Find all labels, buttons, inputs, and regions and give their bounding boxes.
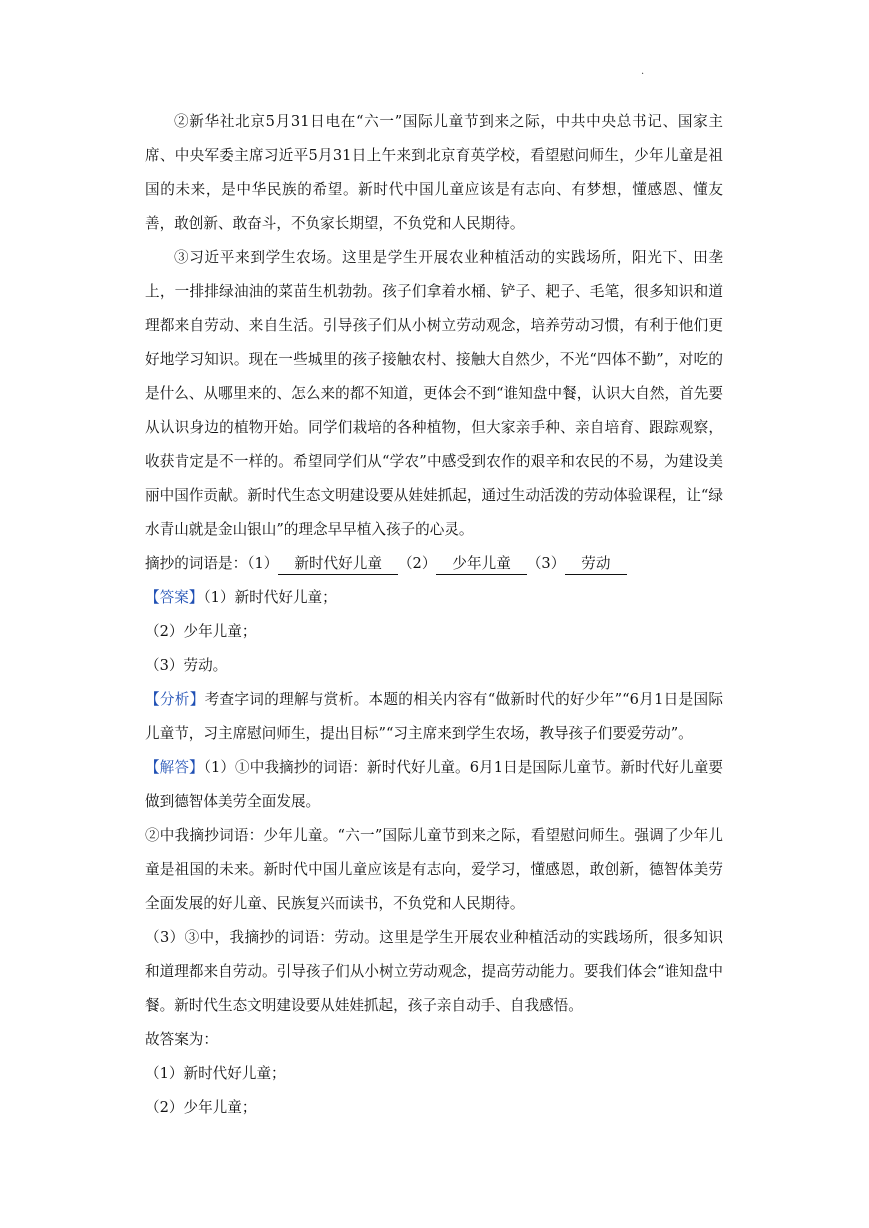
- answer-line-3: （3）劳动。: [145, 657, 228, 674]
- page-mark: .: [641, 66, 645, 77]
- excerpt-number-1: （1）: [247, 555, 279, 572]
- solution-tag: 【解答】: [145, 759, 204, 776]
- excerpt-line: [145, 547, 723, 581]
- solution-text-1: （1）①中我摘抄的词语：新时代好儿童。6月1日是国际儿童节。新时代好儿童要做到德智体美劳全面发展。: [145, 759, 723, 810]
- analysis-paragraph: [145, 683, 723, 751]
- answer-line-1: [145, 581, 723, 615]
- conclusion-item-1: （1）新时代好儿童；: [145, 1065, 286, 1082]
- excerpt-number-2: （2）: [397, 555, 437, 572]
- solution-paragraph-2: ②中我摘抄词语：少年儿童。“六一”国际儿童节到来之际，看望慰问师生。强调了少年儿童是祖国的未来。新时代中国儿童应该是有志向，爱学习，懂感恩，敢创新，德智体美劳全面发展的好儿童、民族复兴而读书，不负党和人民期待。: [145, 827, 723, 912]
- passage-paragraph-2: ②新华社北京5月31日电在“六一”国际儿童节到来之际，中共中央总书记、国家主席、中央军委主席习近平5月31日上午来到北京育英学校，看望慰问师生，少年儿童是祖国的未来，是中华民族的希望。新时代中国儿童应该是有志向、有梦想，懂感恩、懂友善，敢创新、敢奋斗，不负家长期望，不负党和人民期待。: [145, 113, 723, 232]
- solution-paragraph-3: （3）③中，我摘抄的词语：劳动。这里是学生开展农业种植活动的实践场所，很多知识和道理都来自劳动。引导孩子们从小树立劳动观念，提高劳动能力。要我们体会“谁知盘中餐。新时代生态文明建设要从娃娃抓起，孩子亲自动手、自我感悟。: [145, 929, 723, 1014]
- excerpt-answer-3: 劳动: [565, 554, 626, 575]
- excerpt-number-3: （3）: [526, 555, 566, 572]
- answer-item-1: （1）新时代好儿童；: [203, 589, 337, 606]
- answer-line-2: （2）少年儿童；: [145, 623, 257, 640]
- conclusion-item-2: （2）少年儿童；: [145, 1099, 257, 1116]
- document-body: [145, 105, 723, 1125]
- excerpt-label: 摘抄的词语是：: [145, 555, 248, 572]
- analysis-tag: 【分析】: [145, 691, 205, 708]
- passage-paragraph-3: ③习近平来到学生农场。这里是学生开展农业种植活动的实践场所，阳光下、田垄上，一排排绿油油的菜苗生机勃勃。孩子们拿着水桶、铲子、耙子、毛笔，很多知识和道理都来自劳动、来自生活。引导孩子们从小树立劳动观念，培养劳动习惯，有利于他们更好地学习知识。现在一些城里的孩子接触农村、接触大自然少，不光“四体不勤”，对吃的是什么、从哪里来的、怎么来的都不知道，更体会不到“谁知盘中餐，认识大自然，首先要从认识身边的植物开始。同学们栽培的各种植物，但大家亲手种、亲自培育、跟踪观察，收获肯定是不一样的。希望同学们从“学农”中感受到农作的艰辛和农民的不易，为建设美丽中国作贡献。新时代生态文明建设要从娃娃抓起，通过生动活泼的劳动体验课程，让“绿水青山就是金山银山”的理念早早植入孩子的心灵。: [145, 249, 723, 538]
- conclusion-label: 故答案为：: [145, 1031, 218, 1048]
- excerpt-answer-1: 新时代好儿童: [278, 554, 398, 575]
- analysis-text: 考查字词的理解与赏析。本题的相关内容有“做新时代的好少年”“6月1日是国际儿童节，习主席慰问师生，提出目标”“习主席来到学生农场，教导孩子们要爱劳动”。: [145, 691, 723, 742]
- solution-paragraph-1: [145, 751, 723, 819]
- excerpt-answer-2: 少年儿童: [436, 554, 526, 575]
- answer-tag: 【答案】: [145, 589, 204, 606]
